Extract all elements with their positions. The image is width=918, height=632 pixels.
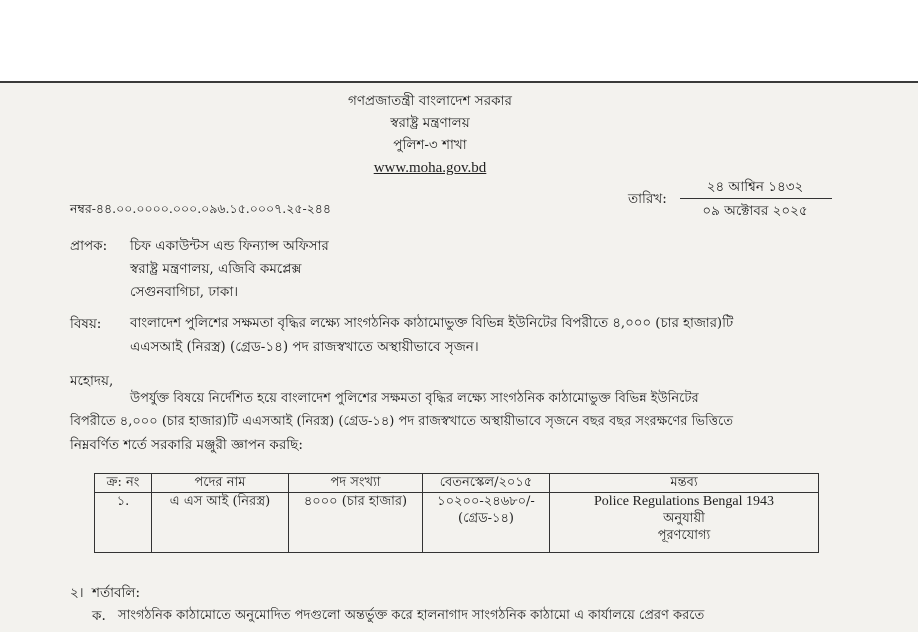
cell-post-count: ৪০০০ (চার হাজার) <box>289 493 423 553</box>
condition-a-label: ক. <box>92 608 106 624</box>
cell-pay-scale <box>423 493 550 553</box>
subject-label: বিষয়: <box>70 316 102 332</box>
date-label: তারিখ: <box>628 191 667 207</box>
branch-name: পুলিশ-৩ শাখা <box>393 137 467 153</box>
date-bangla: ২৪ আশ্বিন ১৪৩২ <box>706 179 804 195</box>
government-title: গণপ্রজাতন্ত্রী বাংলাদেশ সরকার <box>348 93 512 109</box>
post-allocation-table <box>94 473 819 553</box>
cell-remarks <box>550 493 819 553</box>
body-paragraph-line-1: উপর্যুক্ত বিষয়ে নির্দেশিত হয়ে বাংলাদেশ পুলিশের সক্ষমতা বৃদ্ধির লক্ষ্যে সাংগঠনিক কাঠামোভুক্ত বিভিন্ন ইউনিটের <box>130 391 699 406</box>
recipient-line-1: চিফ একাউন্টস এন্ড ফিন্যান্স অফিসার <box>130 238 329 254</box>
date-divider <box>680 198 832 199</box>
column-header-pay-scale: বেতনস্কেল/২০১৫ <box>423 474 550 493</box>
body-paragraph-line-3: নিম্নবর্ণিত শর্তে সরকারি মঞ্জুরী জ্ঞাপন করছি: <box>70 437 303 453</box>
column-header-post-name: পদের নাম <box>152 474 289 493</box>
pay-scale-grade: (গ্রেড-১৪) <box>458 511 514 526</box>
ministry-website-link[interactable]: www.moha.gov.bd <box>373 160 487 176</box>
remark-line-3: পূরণযোগ্য <box>657 528 711 543</box>
column-header-serial: ক্র: নং <box>95 474 152 493</box>
remark-line-1: Police Regulations Bengal 1943 <box>593 494 775 509</box>
pay-scale-value: ১০২০০-২৪৬৮০/- <box>437 494 535 509</box>
body-paragraph-line-2: বিপরীতে ৪,০০০ (চার হাজার)টি এএসআই (নিরস্ত্র) (গ্রেড-১৪) পদ রাজস্বখাতে অস্থায়ীভাবে সৃজনে বছর বছর সংরক্ষণের ভিত্তিতে <box>70 414 733 429</box>
conditions-heading: শর্তাবলি: <box>92 585 141 601</box>
conditions-number: ২। <box>70 585 84 601</box>
recipient-line-3: সেগুনবাগিচা, ঢাকা। <box>130 284 239 300</box>
column-header-post-count: পদ সংখ্যা <box>289 474 423 493</box>
remark-line-2: অনুযায়ী <box>663 511 705 526</box>
recipient-line-2: স্বরাষ্ট্র মন্ত্রণালয়, এজিবি কমপ্লেক্স <box>130 261 302 277</box>
subject-line-2: এএসআই (নিরস্ত্র) (গ্রেড-১৪) পদ রাজস্বখাতে অস্থায়ীভাবে সৃজন। <box>130 339 479 355</box>
salutation: মহোদয়, <box>70 373 114 389</box>
subject-line-1: বাংলাদেশ পুলিশের সক্ষমতা বৃদ্ধির লক্ষ্যে সাংগঠনিক কাঠামোভুক্ত বিভিন্ন ইউনিটের বিপরীতে ৪,০০০ (চার হাজার)টি <box>130 316 734 331</box>
recipient-label: প্রাপক: <box>70 238 108 254</box>
table-header-row <box>95 474 819 493</box>
cell-serial: ১. <box>95 493 152 553</box>
condition-a-text: সাংগঠনিক কাঠামোতে অনুমোদিত পদগুলো অন্তর্ভুক্ত করে হালনাগাদ সাংগঠনিক কাঠামো এ কার্যালয়ে প্রেরণ করতে <box>118 608 705 623</box>
ministry-name: স্বরাষ্ট্র মন্ত্রণালয় <box>390 115 470 131</box>
memo-number: নম্বর-৪৪.০০.০০০০.০০০.০৯৬.১৫.০০০৭.২৫-২৪৪ <box>70 201 332 216</box>
date-english: ০৯ অক্টোবর ২০২৫ <box>702 203 808 219</box>
column-header-remarks: মন্তব্য <box>550 474 819 493</box>
cell-post-name: এ এস আই (নিরস্ত্র) <box>152 493 289 553</box>
table-row <box>95 493 819 553</box>
